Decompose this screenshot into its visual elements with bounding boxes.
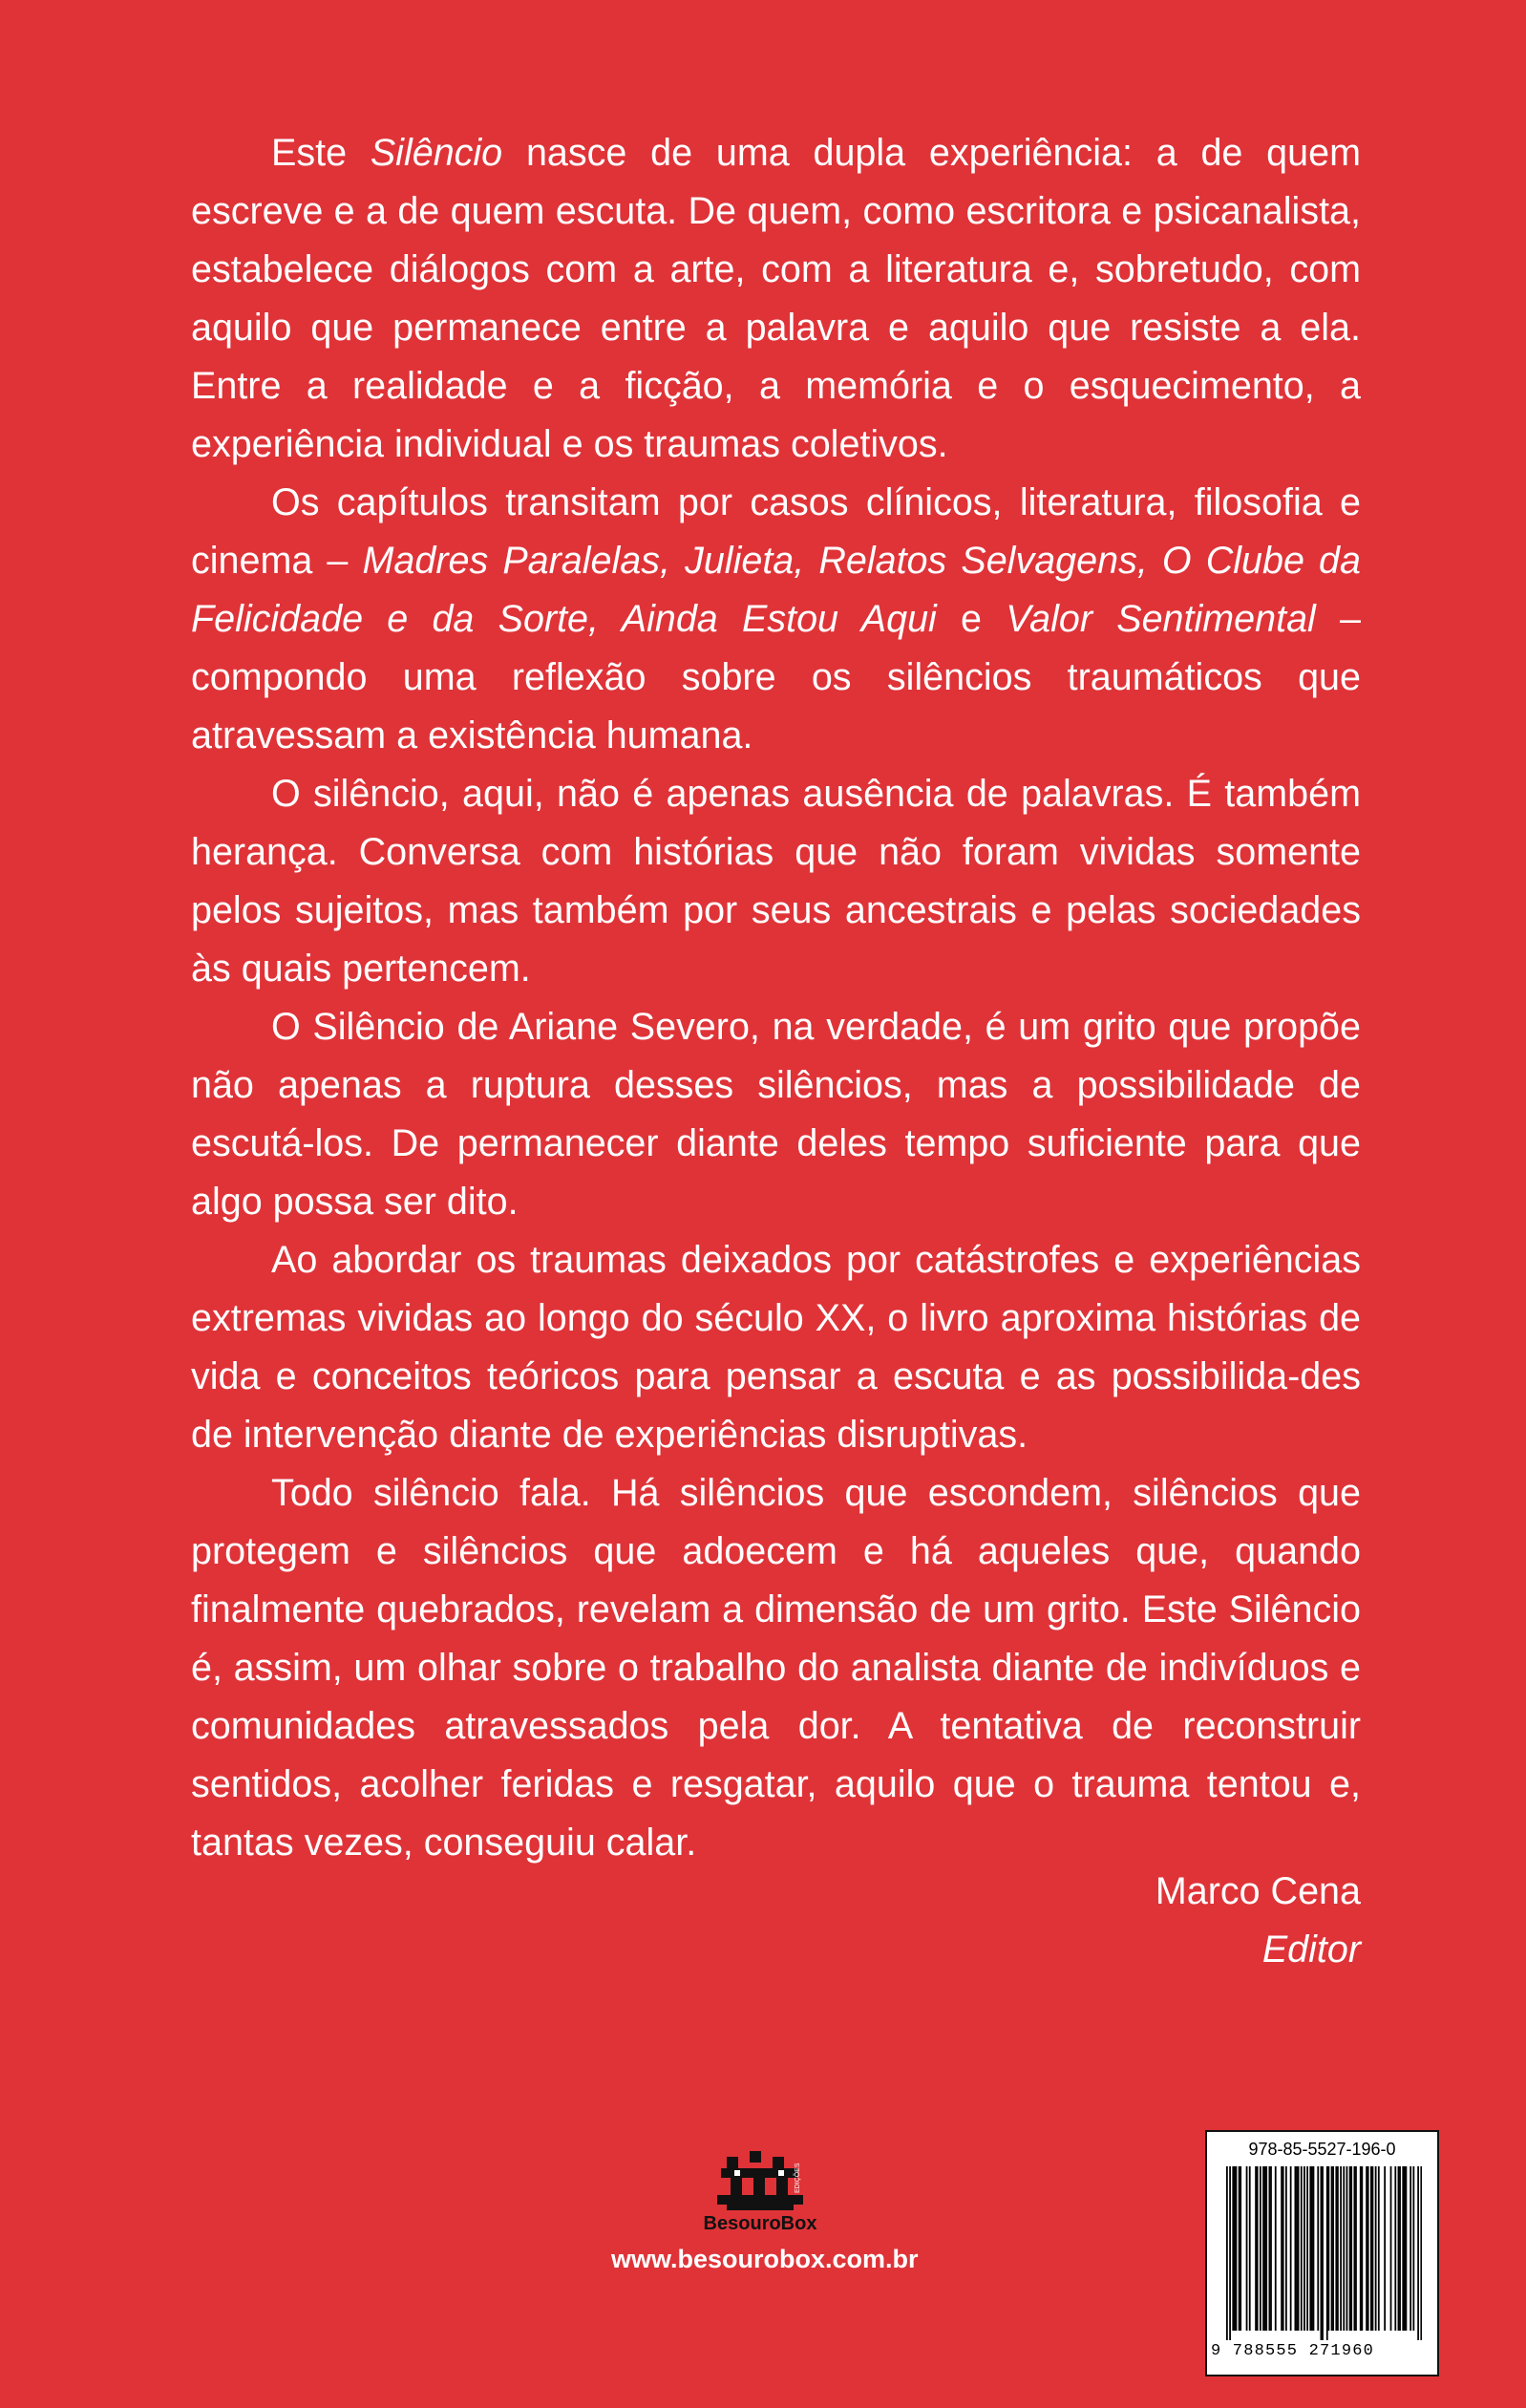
body-text: Os capítulos transitam por casos clínicos, literatura, filosofia e cinema –	[191, 481, 1361, 582]
back-cover-text	[191, 124, 1361, 1872]
barcode-bar	[1236, 2166, 1238, 2331]
barcode-bars-icon	[1226, 2166, 1422, 2340]
barcode-bar	[1311, 2166, 1313, 2331]
barcode-bar	[1255, 2166, 1257, 2331]
signature-name: Marco Cena	[1155, 1870, 1361, 1912]
body-text: Ao abordar os traumas deixados por catástrofes e experiências extremas vividas ao longo do século XX, o livro aproxima histórias de vida e conceitos teóricos para pensar a escuta e as possibilida-des de intervenção diante de experiências disruptivas.	[191, 1239, 1361, 1456]
signature	[1155, 1863, 1361, 1979]
barcode-bar	[1331, 2166, 1333, 2331]
besourobox-logo-icon	[692, 2151, 836, 2237]
barcode-bar	[1409, 2166, 1411, 2331]
barcode-bar	[1360, 2166, 1362, 2331]
barcode-bar	[1394, 2166, 1396, 2331]
barcode-bar	[1326, 2166, 1328, 2340]
body-text: Este	[271, 132, 371, 174]
barcode-bar	[1420, 2166, 1422, 2340]
barcode-bar	[1229, 2166, 1231, 2340]
paragraph-2	[191, 474, 1361, 765]
barcode-bar	[1402, 2166, 1404, 2331]
barcode-bar	[1275, 2166, 1277, 2331]
barcode-bar	[1361, 2166, 1363, 2331]
paragraph-1	[191, 124, 1361, 474]
barcode-bar	[1282, 2166, 1284, 2331]
italic-title-text: Silêncio	[370, 132, 503, 174]
paragraph-5	[191, 1231, 1361, 1464]
barcode-bar	[1257, 2166, 1259, 2331]
barcode-bar	[1375, 2166, 1377, 2331]
barcode-bar	[1262, 2166, 1264, 2331]
barcode-bar	[1390, 2166, 1392, 2331]
barcode-bar	[1306, 2166, 1308, 2331]
barcode-bar	[1322, 2166, 1324, 2340]
barcode-bar	[1355, 2166, 1357, 2331]
body-text: O silêncio, aqui, não é apenas ausência de palavras. É também herança. Conversa com histórias que não foram vividas somente pelos sujeitos, mas também por seus ancestrais e pelas sociedades às quais pertencem.	[191, 773, 1361, 990]
barcode-bar	[1270, 2166, 1272, 2331]
barcode-bar	[1298, 2166, 1300, 2331]
publisher-block	[611, 2151, 917, 2274]
paragraph-4	[191, 998, 1361, 1231]
barcode-bar	[1346, 2166, 1348, 2331]
body-text: e	[936, 598, 1007, 640]
barcode-bar	[1399, 2166, 1401, 2331]
barcode-bar	[1234, 2166, 1236, 2331]
barcode-bar	[1372, 2166, 1374, 2331]
barcode-bar	[1337, 2166, 1339, 2331]
svg-text:EDIÇÕES: EDIÇÕES	[795, 2163, 801, 2193]
barcode-bar	[1340, 2166, 1342, 2331]
barcode-bar	[1239, 2166, 1240, 2331]
barcode-bar	[1296, 2166, 1298, 2331]
barcode-bar	[1260, 2166, 1261, 2331]
barcode-bar	[1370, 2166, 1372, 2331]
paragraph-6	[191, 1464, 1361, 1872]
body-text: Todo silêncio fala. Há silêncios que escondem, silêncios que protegem e silêncios que adoecem e há aqueles que, quando finalmente quebrados, revelam a dimensão de um grito. Este Silêncio é, assim, um olhar sobre o trabalho do analista diante de indivíduos e comunidades atravessados pela dor. A tentativa de reconstruir sentidos, acolher feridas e resgatar, aquilo que o trauma tentou e, tantas vezes, conseguiu calar.	[191, 1472, 1361, 1864]
barcode-bar	[1264, 2166, 1266, 2331]
barcode-bar	[1281, 2166, 1282, 2331]
barcode-bar	[1353, 2166, 1355, 2331]
italic-title-text: Valor Sentimental	[1006, 598, 1316, 640]
barcode-bar	[1378, 2166, 1380, 2331]
barcode-bar	[1232, 2166, 1234, 2331]
barcode-bar	[1327, 2166, 1329, 2331]
publisher-website[interactable]: www.besourobox.com.br	[611, 2245, 919, 2273]
barcode-bar	[1295, 2166, 1297, 2331]
svg-text:BesouroBox: BesouroBox	[703, 2213, 817, 2234]
body-text: – compondo uma reflexão sobre os silêncios traumáticos que atravessam a existência humana.	[191, 598, 1362, 756]
barcode-bar	[1321, 2166, 1323, 2340]
barcode-digits: 9 788555 271960	[1211, 2342, 1375, 2360]
signature-role: Editor	[1261, 1929, 1361, 1971]
barcode-bar	[1366, 2166, 1367, 2331]
barcode-bar	[1303, 2166, 1305, 2331]
barcode-bar	[1240, 2166, 1241, 2331]
barcode-bar	[1309, 2166, 1311, 2331]
barcode-bar	[1350, 2166, 1352, 2331]
paragraph-3	[191, 765, 1361, 998]
isbn-number: 978-85-5527-196-0	[1248, 2140, 1396, 2159]
barcode-bar	[1417, 2166, 1419, 2340]
barcode-bar	[1384, 2166, 1386, 2331]
barcode-bar	[1406, 2166, 1408, 2331]
barcode-bar	[1335, 2166, 1337, 2331]
barcode-bar	[1317, 2166, 1319, 2331]
barcode-bar	[1398, 2166, 1400, 2331]
barcode-bar	[1367, 2166, 1369, 2331]
barcode-bar	[1332, 2166, 1334, 2331]
barcode-bar	[1313, 2166, 1315, 2331]
barcode-bar	[1349, 2166, 1351, 2331]
barcode-bar	[1265, 2166, 1267, 2331]
body-text: O Silêncio de Ariane Severo, na verdade, é um grito que propõe não apenas a ruptura desses silêncios, mas a possibilidade de escutá-los. De permanecer diante deles tempo suficiente para que algo possa ser dito.	[191, 1006, 1361, 1223]
barcode-bar	[1404, 2166, 1406, 2331]
barcode	[1205, 2130, 1439, 2376]
barcode-bar	[1226, 2166, 1228, 2340]
barcode-bar	[1269, 2166, 1271, 2331]
body-text: nasce de uma dupla experiência: a de quem escreve e a de quem escuta. De quem, como escritora e psicanalista, estabelece diálogos com a arte, com a literatura e, sobretudo, com aquilo que permanece entre a palavra e aquilo que resiste a ela. Entre a realidade e a ficção, a memória e o esquecimento, a experiência individual e os traumas coletivos.	[191, 132, 1361, 465]
barcode-bar	[1412, 2166, 1414, 2331]
barcode-bar	[1301, 2166, 1303, 2331]
barcode-bar	[1246, 2166, 1248, 2331]
barcode-bar	[1290, 2166, 1292, 2331]
barcode-bar	[1285, 2166, 1287, 2331]
italic-title-text: Madres Paralelas, Julieta, Relatos Selvagens, O Clube da Felicidade e da Sorte, Ainda Estou Aqui	[191, 540, 1361, 640]
barcode-bar	[1249, 2166, 1251, 2331]
barcode-bar	[1343, 2166, 1345, 2331]
